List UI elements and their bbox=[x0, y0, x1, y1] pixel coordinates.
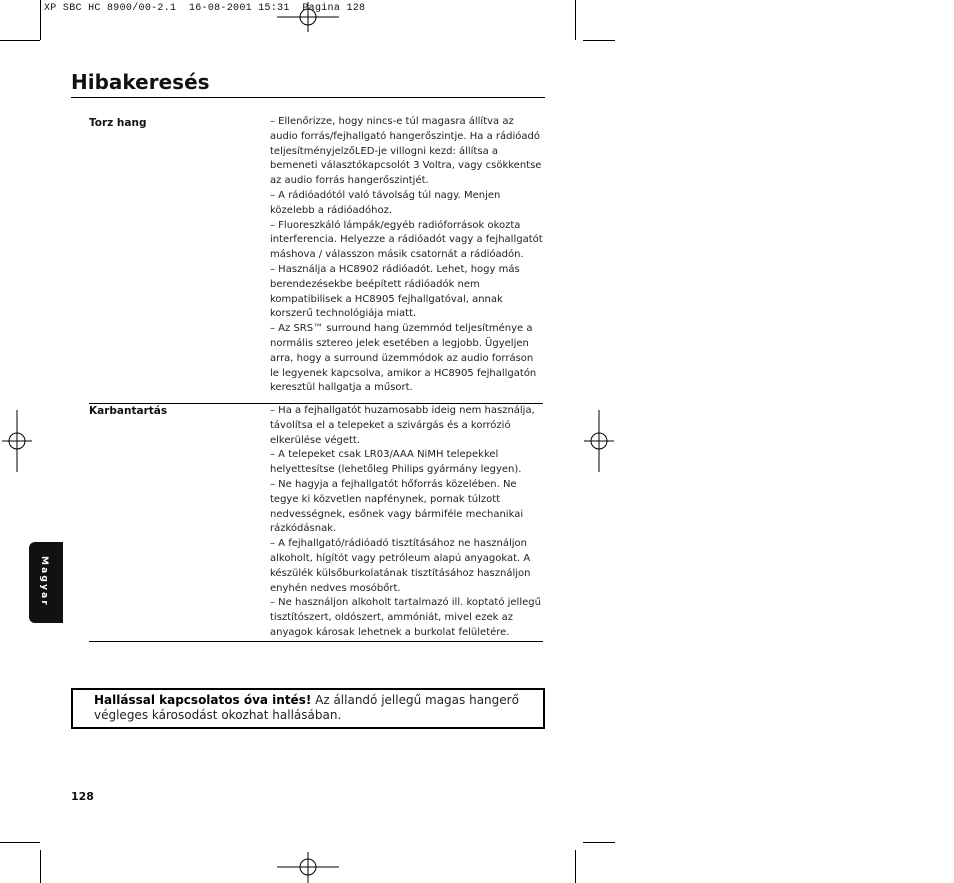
paragraph: – Fluoreszkáló lámpák/egyéb radióforrások okozta interferencia. Helyezze a rádióadót vagy a fejhallgatót máshova / válasszon másik csatornát a rádióadón. bbox=[270, 219, 543, 261]
page-number: 128 bbox=[71, 790, 94, 803]
warning-body: Az állandó jellegű magas hangerő végleges károsodást okozhat hallásában. bbox=[94, 693, 519, 722]
crop-mark bbox=[0, 40, 40, 41]
paragraph: – A rádióadótól való távolság túl nagy. Menjen közelebb a rádióadóhoz. bbox=[270, 189, 501, 216]
language-tab bbox=[29, 542, 63, 623]
paragraph: – Ne hagyja a fejhallgatót hőforrás közelében. Ne tegye ki közvetlen napfénynek, pornak túlzott nedvességnek, esőnek vagy bármiféle mechanikai rázkódásnak. bbox=[270, 478, 524, 535]
paragraph: – Ellenőrizze, hogy nincs-e túl magasra állítva az audio forrás/fejhallgató hangerőszintje. Ha a rádióadó teljesítményjelzőLED-je villogni kezd: állítsa a bemeneti választókapcsolót 3 Voltra, vagy csökkentse az audio forrás hangerőszintjét. bbox=[270, 116, 542, 187]
section-divider bbox=[89, 641, 543, 642]
crop-mark bbox=[583, 842, 615, 843]
hearing-warning-box bbox=[71, 688, 545, 729]
registration-mark-icon bbox=[584, 410, 614, 472]
section-body-torz-hang bbox=[270, 115, 544, 396]
crop-mark bbox=[0, 842, 40, 843]
language-tab-label: Magyar bbox=[39, 556, 49, 608]
registration-mark-icon bbox=[2, 410, 32, 472]
section-label-torz-hang: Torz hang bbox=[89, 117, 147, 129]
paragraph: – Ha a fejhallgatót huzamosabb ideig nem használja, távolítsa el a telepeket a szivárgás és a korrózió elkerülése végett. bbox=[270, 405, 535, 446]
paragraph: – Ne használjon alkoholt tartalmazó ill. koptató jellegű tisztítószert, oldószert, ammóniát, mivel ezek az anyagok károsak lehetnek a burkolat felületére. bbox=[270, 597, 541, 638]
paragraph: – Használja a HC8902 rádióadót. Lehet, hogy más berendezésekbe beépített rádióadók nem kompatibilisek a HC8905 fejhallgatóval, annak korszerű technológiája miatt. bbox=[270, 263, 520, 320]
paragraph: – Az SRS™ surround hang üzemmód teljesítménye a normális sztereo jelek esetében a legjobb. Ügyeljen arra, hogy a surround üzemmódok az audio forráson le legyenek kapcsolva, amikor a HC8905 fejhallgatón keresztül hallgatja a műsort. bbox=[270, 323, 537, 394]
page-title: Hibakeresés bbox=[71, 70, 210, 94]
print-slug: XP SBC HC 8900/00-2.1 16-08-2001 15:31 Pagina 128 bbox=[44, 3, 366, 14]
section-body-karbantartas bbox=[270, 404, 544, 641]
section-label-karbantartas: Karbantartás bbox=[89, 405, 168, 417]
crop-mark bbox=[40, 850, 41, 883]
hearing-warning-text bbox=[94, 693, 535, 723]
title-rule bbox=[71, 97, 545, 98]
crop-mark bbox=[575, 0, 576, 40]
warning-heading: Hallással kapcsolatos óva intés! bbox=[94, 693, 312, 707]
paragraph: – A fejhallgató/rádióadó tisztításához ne használjon alkoholt, hígítót vagy petróleum alapú anyagokat. A készülék külsőburkolatának tisztításához használjon enyhén nedves mosóbőrt. bbox=[270, 538, 531, 594]
paragraph: – A telepeket csak LR03/AAA NiMH telepekkel helyettesítse (lehetőleg Philips gyármány legyen). bbox=[270, 449, 522, 476]
crop-mark bbox=[583, 40, 615, 41]
crop-mark bbox=[40, 0, 41, 40]
crop-mark bbox=[575, 850, 576, 883]
registration-mark-icon bbox=[277, 852, 339, 883]
